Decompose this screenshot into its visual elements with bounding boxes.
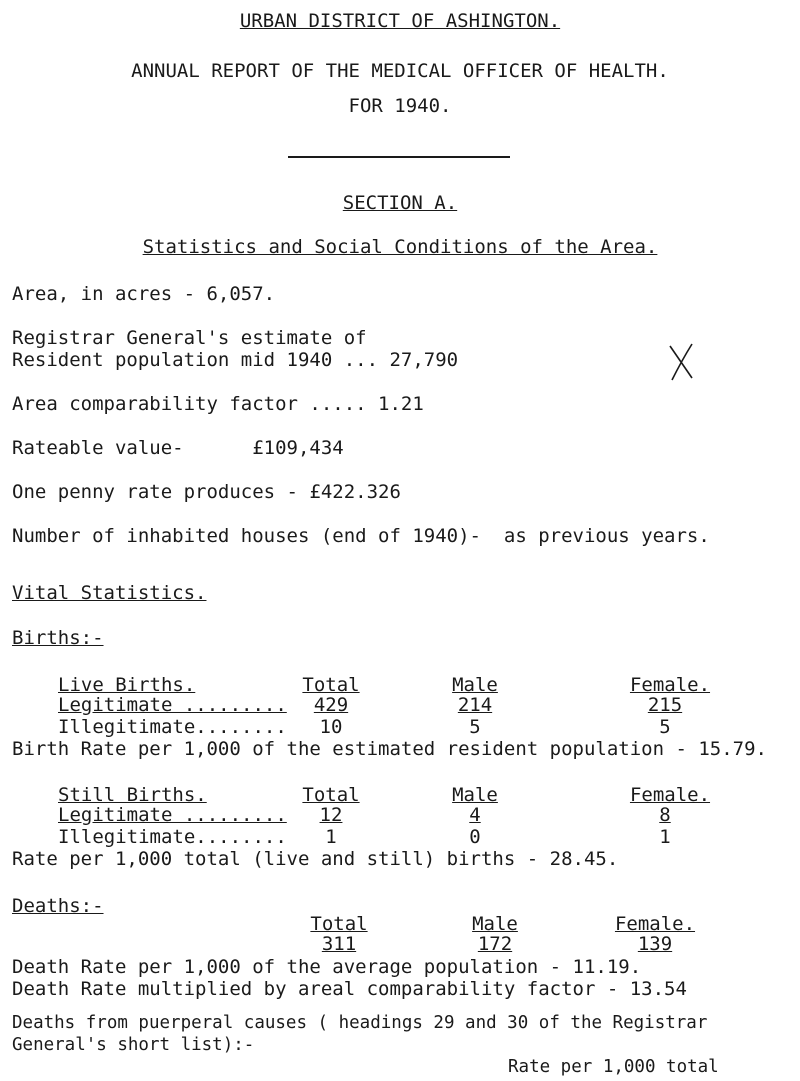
deaths-title: Deaths:- — [12, 895, 104, 917]
still-legitimate-total: 12 — [319, 804, 343, 826]
birth-rate: Birth Rate per 1,000 of the estimated resident population - 15.79. — [12, 738, 767, 760]
live-legitimate-male: 214 — [457, 694, 493, 716]
inhabited-houses: Number of inhabited houses (end of 1940)- as previous years. — [12, 525, 710, 547]
deaths-col-total: Total — [310, 913, 368, 935]
still-birth-rate: Rate per 1,000 total (live and still) births - 28.45. — [12, 848, 619, 870]
section-title: SECTION A. — [342, 192, 458, 214]
live-births-col-total: Total — [302, 674, 360, 696]
puerperal-rate-heading: Rate per 1,000 total — [508, 1057, 719, 1077]
still-illegitimate-male: 0 — [469, 826, 481, 848]
live-births-heading: Live Births. — [58, 674, 196, 696]
live-legitimate-label: Legitimate ......... — [58, 694, 287, 716]
penny-rate: One penny rate produces - £422.326 — [12, 481, 401, 503]
still-illegitimate-female: 1 — [659, 826, 671, 848]
population-line-2: Resident population mid 1940 ... 27,790 — [12, 349, 459, 371]
still-births-heading: Still Births. — [58, 784, 207, 806]
puerperal-intro-2: General's short list):- — [12, 1035, 255, 1055]
still-legitimate-female: 8 — [659, 804, 671, 826]
population-line-1: Registrar General's estimate of — [12, 327, 367, 349]
rateable-value: Rateable value- £109,434 — [12, 437, 344, 459]
live-legitimate-female: 215 — [647, 694, 683, 716]
adjusted-death-rate: Death Rate multiplied by areal comparability factor - 13.54 — [12, 978, 687, 1000]
live-illegitimate-label: Illegitimate........ — [58, 716, 287, 738]
page-number — [610, 1058, 611, 1080]
still-births-col-total: Total — [302, 784, 360, 806]
deaths-col-female: Female. — [614, 913, 696, 935]
header-divider — [288, 156, 510, 158]
live-legitimate-total: 429 — [313, 694, 349, 716]
births-title: Births:- — [12, 627, 104, 649]
deaths-total: 311 — [321, 933, 357, 955]
still-births-col-male: Male — [452, 784, 498, 806]
deaths-col-male: Male — [472, 913, 518, 935]
vital-statistics-title: Vital Statistics. — [12, 582, 207, 604]
handwritten-cross-mark — [666, 342, 696, 382]
live-illegitimate-total: 10 — [319, 716, 343, 738]
still-illegitimate-total: 1 — [325, 826, 337, 848]
still-legitimate-label: Legitimate ......... — [58, 804, 287, 826]
puerperal-intro-1: Deaths from puerperal causes ( headings 29 and 30 of the Registrar — [12, 1013, 708, 1033]
area-acres: Area, in acres - 6,057. — [12, 283, 276, 305]
still-births-col-female: Female. — [629, 784, 711, 806]
still-illegitimate-label: Illegitimate........ — [58, 826, 287, 848]
deaths-male: 172 — [477, 933, 513, 955]
live-illegitimate-male: 5 — [469, 716, 481, 738]
death-rate: Death Rate per 1,000 of the average population - 11.19. — [12, 956, 642, 978]
live-births-col-female: Female. — [629, 674, 711, 696]
report-title: ANNUAL REPORT OF THE MEDICAL OFFICER OF HEALTH. — [131, 60, 669, 82]
district-heading: URBAN DISTRICT OF ASHINGTON. — [239, 10, 561, 32]
still-legitimate-male: 4 — [469, 804, 481, 826]
live-births-col-male: Male — [452, 674, 498, 696]
section-subtitle: Statistics and Social Conditions of the Area. — [142, 236, 658, 258]
live-illegitimate-female: 5 — [659, 716, 671, 738]
report-year: FOR 1940. — [348, 95, 452, 117]
comparability-factor: Area comparability factor ..... 1.21 — [12, 393, 424, 415]
deaths-female: 139 — [637, 933, 673, 955]
